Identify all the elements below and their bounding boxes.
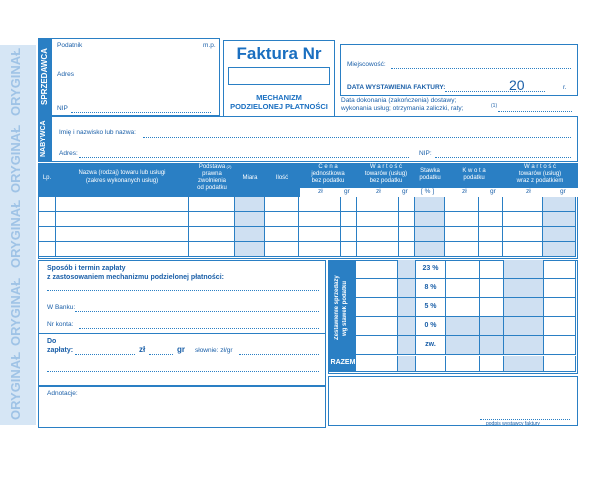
seller-label: SPRZEDAWCA bbox=[40, 48, 49, 106]
summary-cell[interactable] bbox=[398, 317, 416, 336]
item-cell[interactable] bbox=[341, 227, 357, 242]
item-cell[interactable] bbox=[503, 197, 543, 212]
buyer-box[interactable] bbox=[38, 116, 578, 162]
item-cell[interactable] bbox=[543, 212, 576, 227]
item-cell[interactable] bbox=[415, 242, 445, 257]
item-cell[interactable] bbox=[38, 242, 56, 257]
summary-cell[interactable] bbox=[416, 279, 446, 298]
summary-cell[interactable] bbox=[416, 356, 446, 372]
col-qty: Ilość bbox=[275, 175, 289, 181]
summary-cell[interactable] bbox=[416, 336, 446, 355]
col-basis: Podstawa bbox=[198, 164, 226, 170]
net-gr: gr bbox=[402, 188, 408, 195]
item-cell[interactable] bbox=[55, 227, 189, 242]
col-net: towarów (usług) bbox=[364, 171, 408, 177]
payment-box[interactable] bbox=[38, 260, 326, 386]
item-cell[interactable] bbox=[189, 197, 235, 212]
summary-cell[interactable] bbox=[544, 356, 576, 372]
summary-vertical-label: wg stawek podatku bbox=[342, 280, 348, 336]
watermark-text: ORYGINAŁ bbox=[8, 47, 23, 116]
place-label: Miejscowość: bbox=[347, 61, 386, 68]
summary-cell[interactable] bbox=[416, 260, 446, 279]
item-cell[interactable] bbox=[235, 242, 265, 257]
due-zl: zł bbox=[139, 345, 146, 354]
summary-cell[interactable] bbox=[446, 336, 480, 355]
item-cell[interactable] bbox=[543, 227, 576, 242]
col-gross: wraz z podatkiem bbox=[516, 178, 564, 184]
delivery-date-label: Data dokonania (zakończenia) dostawy; bbox=[341, 97, 457, 104]
issue-date-line bbox=[445, 91, 545, 92]
item-cell[interactable] bbox=[265, 227, 299, 242]
buyer-nip-label: NIP: bbox=[419, 150, 432, 157]
summary-cell[interactable] bbox=[446, 279, 480, 298]
payment-method-label: z zastosowaniem mechanizmu podzielonej płatności: bbox=[47, 274, 224, 281]
item-cell[interactable] bbox=[399, 227, 415, 242]
seller-name-label: Podatnik bbox=[57, 42, 83, 49]
issue-year-suffix: r. bbox=[563, 84, 567, 91]
due-label: zapłaty: bbox=[47, 347, 74, 354]
watermark-text: ORYGINAŁ bbox=[8, 199, 23, 268]
summary-cell[interactable] bbox=[480, 260, 504, 279]
account-line bbox=[79, 328, 319, 329]
col-basis: od podatku bbox=[197, 185, 227, 191]
summary-cell[interactable] bbox=[356, 317, 398, 336]
col-gross: towarów (usług) bbox=[518, 171, 562, 177]
signature-label: podpis wystawcy faktury bbox=[486, 421, 540, 427]
item-cell[interactable] bbox=[189, 242, 235, 257]
issue-date-label: DATA WYSTAWIENIA FAKTURY: bbox=[347, 84, 446, 91]
item-cell[interactable] bbox=[235, 197, 265, 212]
date-place-box[interactable] bbox=[340, 44, 578, 96]
summary-cell[interactable] bbox=[446, 298, 480, 317]
col-name-sub: (zakres wykonanych usług) bbox=[85, 178, 159, 184]
bank-line bbox=[75, 311, 319, 312]
summary-cell[interactable] bbox=[544, 260, 576, 279]
summary-cell[interactable] bbox=[544, 317, 576, 336]
col-rate: podatku bbox=[419, 175, 441, 181]
watermark-text: ORYGINAŁ bbox=[8, 124, 23, 193]
watermark-text: ORYGINAŁ bbox=[8, 351, 23, 420]
item-cell[interactable] bbox=[445, 242, 479, 257]
summary-cell[interactable] bbox=[398, 356, 416, 372]
summary-cell[interactable] bbox=[504, 317, 544, 336]
summary-cell[interactable] bbox=[504, 356, 544, 372]
item-cell[interactable] bbox=[299, 197, 341, 212]
seller-box[interactable] bbox=[38, 38, 220, 116]
item-cell[interactable] bbox=[357, 242, 399, 257]
col-price: jednostkowa bbox=[311, 171, 345, 177]
item-cell[interactable] bbox=[479, 242, 503, 257]
item-cell[interactable] bbox=[543, 242, 576, 257]
summary-cell[interactable] bbox=[356, 336, 398, 355]
summary-cell[interactable] bbox=[504, 298, 544, 317]
summary-cell[interactable] bbox=[480, 317, 504, 336]
item-cell[interactable] bbox=[341, 212, 357, 227]
seller-nip-line bbox=[71, 112, 211, 113]
summary-cell[interactable] bbox=[480, 279, 504, 298]
summary-cell[interactable] bbox=[356, 260, 398, 279]
item-cell[interactable] bbox=[543, 197, 576, 212]
item-cell[interactable] bbox=[357, 212, 399, 227]
split-payment-line1: MECHANIZM bbox=[256, 93, 302, 102]
tax-rate-label: 23 % bbox=[422, 265, 439, 272]
signature-line bbox=[480, 419, 570, 420]
col-basis-note: (2) bbox=[226, 164, 232, 169]
words-line bbox=[239, 354, 319, 355]
summary-cell[interactable] bbox=[480, 356, 504, 372]
item-cell[interactable] bbox=[55, 197, 189, 212]
seller-mp-label: m.p. bbox=[203, 42, 216, 49]
item-cell[interactable] bbox=[399, 197, 415, 212]
due-label: Do bbox=[47, 338, 57, 345]
col-name: Nazwa (rodzaj) towaru lub usługi bbox=[78, 170, 166, 176]
title-box bbox=[223, 40, 335, 118]
delivery-note: (1) bbox=[491, 103, 498, 109]
item-cell[interactable] bbox=[445, 197, 479, 212]
summary-cell[interactable] bbox=[504, 279, 544, 298]
item-cell[interactable] bbox=[55, 242, 189, 257]
item-cell[interactable] bbox=[399, 242, 415, 257]
split-payment-line2: PODZIELONEJ PŁATNOŚCI bbox=[230, 102, 328, 111]
payment-method-label: Sposób i termin zapłaty bbox=[47, 265, 126, 272]
item-cell[interactable] bbox=[503, 212, 543, 227]
words-label: słownie: zł/gr bbox=[195, 347, 233, 354]
issue-year: 20 bbox=[509, 77, 525, 93]
tax-rate-label: 0 % bbox=[424, 322, 437, 329]
summary-cell[interactable] bbox=[446, 317, 480, 336]
item-cell[interactable] bbox=[299, 227, 341, 242]
words-line-2 bbox=[47, 371, 319, 372]
item-cell[interactable] bbox=[479, 212, 503, 227]
price-gr: gr bbox=[344, 188, 350, 195]
delivery-date-label: wykonania usług; otrzymania zaliczki, raty; bbox=[341, 105, 464, 112]
summary-cell[interactable] bbox=[398, 298, 416, 317]
item-cell[interactable] bbox=[265, 242, 299, 257]
items-header-subrow bbox=[300, 188, 578, 197]
col-net: bez podatku bbox=[369, 178, 403, 184]
summary-cell[interactable] bbox=[544, 336, 576, 355]
summary-cell[interactable] bbox=[544, 298, 576, 317]
due-zl-line bbox=[75, 354, 135, 355]
item-cell[interactable] bbox=[189, 212, 235, 227]
buyer-label: NABYWCA bbox=[40, 120, 47, 158]
item-cell[interactable] bbox=[503, 227, 543, 242]
summary-cell[interactable] bbox=[446, 260, 480, 279]
tax-zl: zł bbox=[462, 188, 467, 195]
summary-cell[interactable] bbox=[416, 317, 446, 336]
item-cell[interactable] bbox=[38, 197, 56, 212]
item-cell[interactable] bbox=[503, 242, 543, 257]
buyer-name-label: Imię i nazwisko lub nazwa: bbox=[59, 129, 136, 136]
item-cell[interactable] bbox=[479, 197, 503, 212]
invoice-title: Faktura Nr bbox=[236, 44, 322, 63]
rate-percent: [ % ] bbox=[421, 188, 435, 195]
item-cell[interactable] bbox=[38, 227, 56, 242]
bank-label: W Banku: bbox=[47, 304, 76, 311]
seller-nip-label: NIP bbox=[57, 105, 68, 112]
tax-rate-label: 5 % bbox=[424, 303, 437, 310]
item-cell[interactable] bbox=[415, 212, 445, 227]
item-cell[interactable] bbox=[341, 242, 357, 257]
buyer-address-label: Adres: bbox=[59, 150, 78, 157]
item-cell[interactable] bbox=[299, 242, 341, 257]
col-tax: podatku bbox=[463, 175, 485, 181]
summary-cell[interactable] bbox=[504, 336, 544, 355]
item-cell[interactable] bbox=[415, 197, 445, 212]
summary-cell[interactable] bbox=[480, 298, 504, 317]
col-unit: Miara bbox=[242, 175, 258, 181]
col-gross: W a r t o ś ć bbox=[523, 164, 556, 170]
summary-cell[interactable] bbox=[416, 298, 446, 317]
item-cell[interactable] bbox=[299, 212, 341, 227]
summary-cell[interactable] bbox=[356, 298, 398, 317]
item-cell[interactable] bbox=[357, 227, 399, 242]
summary-vertical-label: Zestawienie sprzedaży bbox=[334, 275, 340, 341]
item-cell[interactable] bbox=[399, 212, 415, 227]
item-cell[interactable] bbox=[235, 227, 265, 242]
summary-cell[interactable] bbox=[398, 279, 416, 298]
gross-zl: zł bbox=[526, 188, 531, 195]
notes-label: Adnotacje: bbox=[47, 390, 78, 397]
buyer-nip-line bbox=[435, 157, 571, 158]
summary-cell[interactable] bbox=[398, 260, 416, 279]
summary-cell[interactable] bbox=[398, 336, 416, 355]
summary-cell[interactable] bbox=[544, 279, 576, 298]
watermark-text: ORYGINAŁ bbox=[8, 277, 23, 346]
buyer-name-line bbox=[143, 137, 571, 138]
net-zl: zł bbox=[376, 188, 381, 195]
col-basis: prawna bbox=[202, 171, 222, 177]
due-gr: gr bbox=[177, 345, 185, 354]
gross-gr: gr bbox=[560, 188, 566, 195]
price-zl: zł bbox=[318, 188, 323, 195]
tax-rate-label: 8 % bbox=[424, 284, 437, 291]
item-cell[interactable] bbox=[357, 197, 399, 212]
item-cell[interactable] bbox=[445, 227, 479, 242]
col-price: bez podatku bbox=[311, 178, 345, 184]
col-lp: Lp. bbox=[42, 175, 52, 181]
delivery-date-line bbox=[498, 111, 572, 112]
summary-cell[interactable] bbox=[504, 260, 544, 279]
payment-separator bbox=[39, 333, 325, 334]
summary-cell[interactable] bbox=[480, 336, 504, 355]
tax-rate-label: zw. bbox=[425, 341, 436, 348]
item-cell[interactable] bbox=[265, 197, 299, 212]
account-label: Nr konta: bbox=[47, 321, 74, 328]
item-cell[interactable] bbox=[415, 227, 445, 242]
buyer-address-line bbox=[79, 157, 409, 158]
tax-gr: gr bbox=[490, 188, 496, 195]
item-cell[interactable] bbox=[189, 227, 235, 242]
item-cell[interactable] bbox=[479, 227, 503, 242]
summary-cell[interactable] bbox=[446, 356, 480, 372]
item-cell[interactable] bbox=[235, 212, 265, 227]
item-cell[interactable] bbox=[265, 212, 299, 227]
item-cell[interactable] bbox=[55, 212, 189, 227]
col-price: C e n a bbox=[318, 164, 338, 170]
notes-box[interactable] bbox=[38, 386, 326, 428]
place-line bbox=[391, 68, 571, 69]
item-cell[interactable] bbox=[38, 212, 56, 227]
summary-cell[interactable] bbox=[356, 356, 398, 372]
col-rate: Stawka bbox=[420, 168, 440, 174]
summary-cell[interactable] bbox=[356, 279, 398, 298]
due-gr-line bbox=[149, 354, 173, 355]
payment-method-line bbox=[47, 290, 319, 291]
summary-total-label: RAZEM bbox=[330, 359, 356, 366]
seller-address-label: Adres bbox=[57, 71, 74, 78]
item-cell[interactable] bbox=[445, 212, 479, 227]
col-basis: zwolnienia bbox=[197, 178, 227, 184]
col-net: W a r t o ś ć bbox=[369, 164, 402, 170]
col-tax: K w o t a bbox=[462, 168, 486, 174]
item-cell[interactable] bbox=[341, 197, 357, 212]
invoice-number-field[interactable] bbox=[228, 67, 330, 85]
